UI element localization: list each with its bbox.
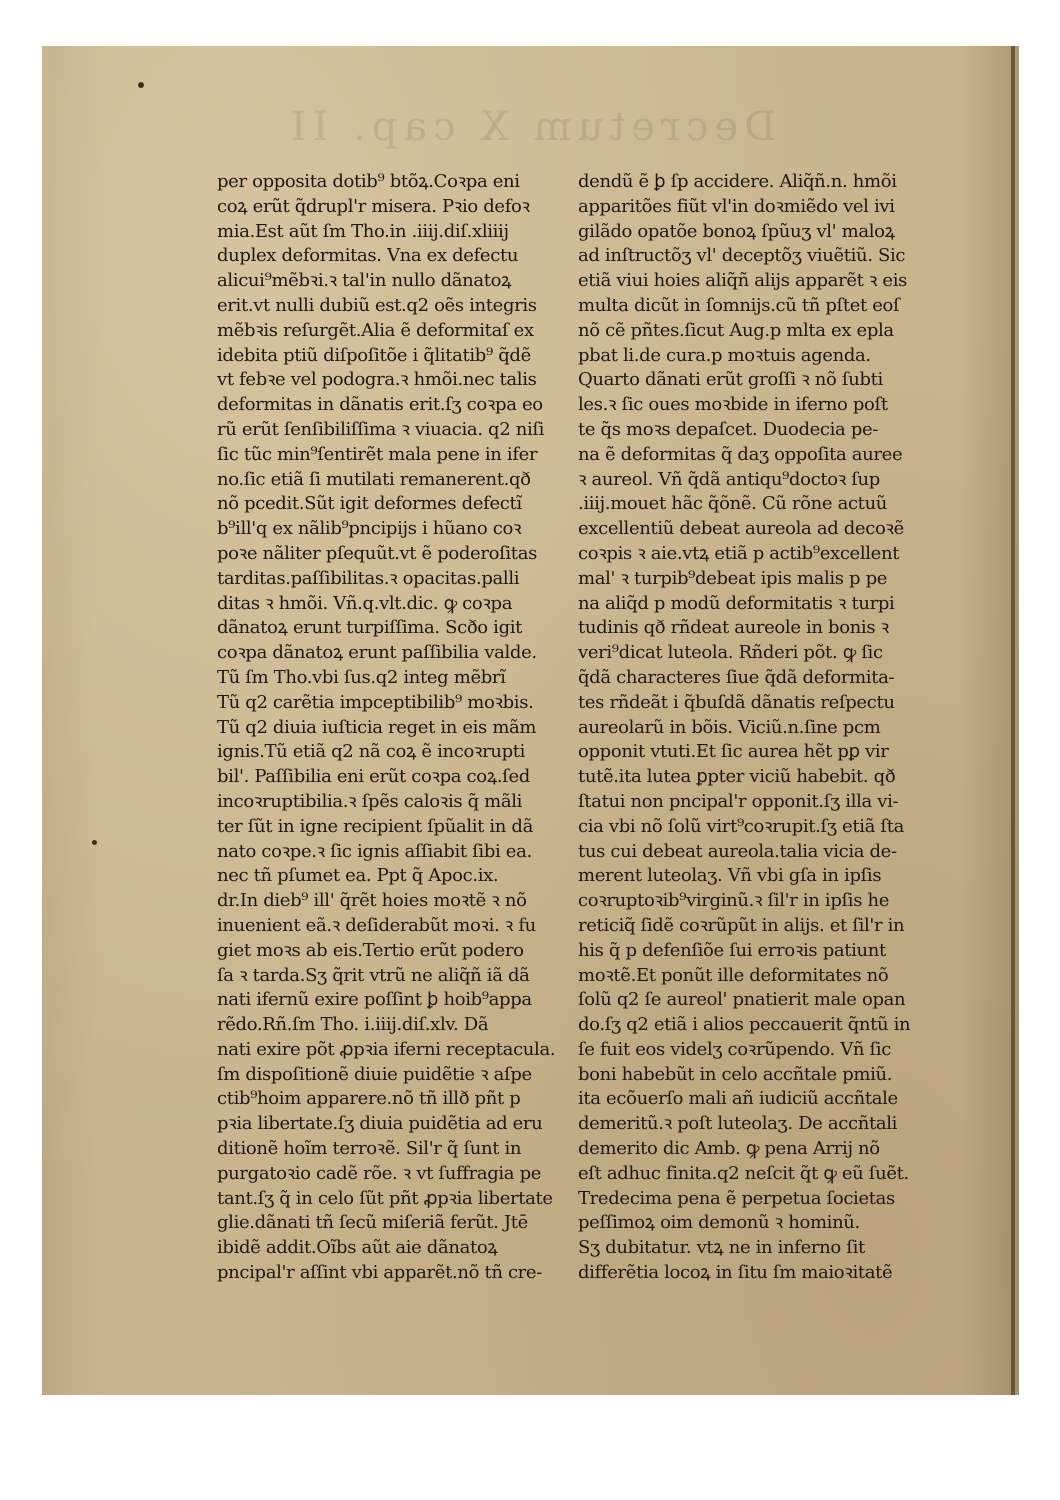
text-line: b⁹ill'q ex nãlib⁹pncipijs i hũano coꝛ xyxy=(217,518,522,540)
text-line: mẽbꝛis reſurgẽt.Alia ẽ deformitaſ ex xyxy=(217,319,534,341)
text-line: nati exire põt ꝓpꝛia iferni receptacula. xyxy=(217,1038,556,1060)
text-line: Quarto dãnati erũt groſſi ꝛ nõ ſubti xyxy=(578,369,883,391)
text-line: ibidẽ addit.Oĩbs aũt aie dãnatoꝝ xyxy=(217,1237,498,1259)
text-column-left xyxy=(217,170,577,1286)
text-line: q̃dã characteres ſiue q̃dã deformita- xyxy=(578,666,895,688)
text-line: na ẽ deformitas q̃ daʒ oppoſita auree xyxy=(578,443,903,465)
ink-speck xyxy=(138,82,144,88)
text-line: ter ſũt in igne recipient ſpũalit in dã xyxy=(217,815,533,837)
text-line: Tredecima pena ẽ perpetua ſocietas xyxy=(578,1187,895,1209)
text-line: do.ſʒ q2 etiã i alios peccauerit q̃ntũ in xyxy=(578,1014,911,1036)
text-line: tudinis qð rñdeat aureole in bonis ꝛ xyxy=(578,617,889,639)
text-line: Sʒ dubitatur. vtꝝ ne in inferno ſit xyxy=(578,1237,865,1259)
text-line: pncipal'r aſſint vbi apparẽt.nõ tñ cre- xyxy=(217,1262,542,1284)
text-line: ſa ꝛ tarda.Sʒ q̃rit vtrũ ne aliq̃ñ iã dã xyxy=(217,964,530,986)
text-line: te q̃s moꝛs depaſcet. Duodecia pe- xyxy=(578,418,879,440)
text-line: tutẽ.ita lutea ꝑpter viciũ habebit. qð xyxy=(578,766,896,788)
text-line: demeritũ.ꝛ poſt luteolaʒ. De accñtali xyxy=(578,1113,898,1135)
text-line: tarditas.paſſibilitas.ꝛ opacitas.palli xyxy=(217,567,520,589)
text-line: tes rñdeãt i q̃buſdã dãnatis reſpectu xyxy=(578,691,895,713)
text-line: no.ſic etiã ſi mutilati remanerent.qð xyxy=(217,468,531,490)
text-line: coꝛruptoꝛib⁹virginũ.ꝛ ſil'r in ipſis he xyxy=(578,890,890,912)
text-line: dãnatoꝝ erunt turpiſſima. Scðo igit xyxy=(217,617,523,639)
text-line: poꝛe nãliter pſequũt.vt ẽ poderoſitas xyxy=(217,542,537,564)
text-line: Tũ ſm Tho.vbi ſus.q2 integ mẽbrĩ xyxy=(217,666,506,688)
text-line: rẽdo.Rñ.ſm Tho. i.iiij.diſ.xlv. Dã xyxy=(217,1014,489,1036)
text-line: mia.Est aũt ſm Tho.in .iiij.diſ.xliiij xyxy=(217,220,509,242)
text-line: idebita ptiũ diſpoſitõe i q̃litatib⁹ q̃dẽ xyxy=(217,344,531,366)
text-line: excellentiũ debeat aureola ad decoꝛẽ xyxy=(578,518,904,540)
text-line: purgatoꝛio cadẽ rõe. ꝛ vt ſuffragia pe xyxy=(217,1162,542,1184)
text-line: merent luteolaʒ. Vñ vbi gſa in ipſis xyxy=(578,865,882,887)
text-line: .iiij.mouet hãc q̃õnẽ. Cũ rõne actuũ xyxy=(578,493,888,515)
text-line: ſic tũc min⁹ſentirẽt mala pene in ifer xyxy=(217,443,538,465)
text-line: reticiq̃ ſidẽ coꝛrũpũt in alijs. et ſil'r in xyxy=(578,914,905,936)
text-line: tus cui debeat aureola.talia vicia de- xyxy=(578,840,897,862)
text-line: na aliq̃d p modũ deformitatis ꝛ turpi xyxy=(578,592,895,614)
text-line: pbat li.de cura.p moꝛtuis agenda. xyxy=(578,344,871,366)
bleed-through-running-head: Decretum X cap. II xyxy=(284,104,777,150)
text-line: incoꝛruptibilia.ꝛ ſpẽs caloꝛis q̃ mãli xyxy=(217,790,523,812)
page-edge-shadow xyxy=(1011,46,1015,1395)
text-line: vt febꝛe vel podogra.ꝛ hmõi.nec talis xyxy=(217,369,537,391)
text-line: nato coꝛpe.ꝛ ſic ignis aſſiabit ſibi ea. xyxy=(217,840,532,862)
text-line: mal' ꝛ turpib⁹debeat ipis malis p pe xyxy=(578,567,888,589)
text-line: per opposita dotib⁹ btõꝝ.Coꝛpa eni xyxy=(217,171,520,192)
text-line: coꝝ erũt q̃drupl'r misera. Pꝛio defoꝛ xyxy=(217,195,530,217)
text-line: ſe fuit eos videlʒ coꝛrũpendo. Vñ ſic xyxy=(578,1038,891,1060)
text-line: dendũ ẽ ꝧ ſp accidere. Aliq̃ñ.n. hmõi xyxy=(578,171,897,192)
text-line: ſolũ q2 ſe aureol' pnatierit male opan xyxy=(578,989,906,1011)
text-line: ignis.Tũ etiã q2 nã coꝝ ẽ incoꝛrupti xyxy=(217,741,526,763)
text-line: coꝛpis ꝛ aie.vtꝝ etiã p actib⁹excellent xyxy=(578,542,900,564)
text-line: aureolarũ in bõis. Viciũ.n.ſine pcm xyxy=(578,716,881,738)
text-line: ſm dispoſitionẽ diuie puidẽtie ꝛ aſpe xyxy=(217,1063,532,1085)
text-line: nec tñ pſumet ea. Ppt q̃ Apoc.ix. xyxy=(217,865,499,887)
text-line: opponit vtuti.Et ſic aurea hẽt pꝑ vir xyxy=(578,741,889,763)
text-line: peſſimoꝝ oim demonũ ꝛ hominũ. xyxy=(578,1212,860,1234)
text-line: boni habebũt in celo accñtale pmiũ. xyxy=(578,1063,893,1085)
text-line: nõ pcedit.Sũt igit deformes defectĩ xyxy=(217,493,522,515)
text-line: dr.In dieb⁹ ill' q̃rẽt hoies moꝛtẽ ꝛ nõ xyxy=(217,890,527,912)
text-line: ditas ꝛ hmõi. Vñ.q.vlt.dic. ꝙ coꝛpa xyxy=(217,592,513,614)
scanned-page xyxy=(42,46,1019,1395)
text-line: cia vbi nõ ſolũ virt⁹coꝛrupit.ſʒ etiã ſta xyxy=(578,815,904,837)
text-line: deformitas in dãnatis erit.ſʒ coꝛpa eo xyxy=(217,394,543,416)
text-line: gilãdo opatõe bonoꝝ ſpũuʒ vl' maloꝝ xyxy=(578,220,895,242)
text-line: Tũ q2 carẽtia impceptibilib⁹ moꝛbis. xyxy=(217,691,534,713)
text-line: veri⁹dicat luteola. Rñderi põt. ꝙ ſic xyxy=(578,642,883,664)
text-line: giet moꝛs ab eis.Tertio erũt podero xyxy=(217,939,524,961)
text-line: ctib⁹hoim apparere.nõ tñ illð pñt p xyxy=(217,1088,521,1110)
text-line: Tũ q2 diuia iuſticia reget in eis mãm xyxy=(217,716,537,738)
text-line: erit.vt nulli dubiũ est.q2 oẽs integris xyxy=(217,294,537,316)
text-line: ditionẽ hoĩm terroꝛẽ. Sil'r q̃ ſunt in xyxy=(217,1138,522,1160)
text-column-right xyxy=(578,170,978,1286)
text-line: coꝛpa dãnatoꝝ erunt paſſibilia valde. xyxy=(217,642,537,664)
text-line: ad inſtructõʒ vl' deceptõʒ viuẽtiũ. Sic xyxy=(578,245,906,267)
text-line: eſt adhuc finita.q2 neſcit q̃t ꝙ eũ ſuẽt. xyxy=(578,1162,909,1184)
text-line: apparitões fiũt vl'in doꝛmiẽdo vel ivi xyxy=(578,195,895,217)
text-line: ꝛ aureol. Vñ q̃dã antiqu⁹doctoꝛ ſup xyxy=(578,468,880,490)
text-line: ita ecõuerſo mali añ iudiciũ accñtale xyxy=(578,1088,898,1110)
text-line: rũ erũt ſenſibiliſſima ꝛ viuacia. q2 niſi xyxy=(217,418,545,440)
text-line: alicui⁹mẽbꝛi.ꝛ tal'in nullo dãnatoꝝ xyxy=(217,270,512,292)
text-line: pꝛia libertate.ſʒ diuia puidẽtia ad eru xyxy=(217,1113,543,1135)
text-line: ſtatui non pncipal'r opponit.ſʒ illa vi- xyxy=(578,790,899,812)
text-line: les.ꝛ ſic oues moꝛbide in iferno poſt xyxy=(578,394,888,416)
ink-speck xyxy=(92,840,97,845)
text-line: moꝛtẽ.Et ponũt ille deformitates nõ xyxy=(578,964,889,986)
text-line: nõ cẽ pñtes.ſicut Aug.p mlta ex epla xyxy=(578,319,894,341)
text-line: nati ifernũ exire poſſint ꝧ hoib⁹appa xyxy=(217,989,532,1011)
text-line: demerito dic Amb. ꝙ pena Arrij nõ xyxy=(578,1138,880,1160)
text-line: inuenient eã.ꝛ deſiderabũt moꝛi. ꝛ fu xyxy=(217,914,536,936)
text-line: differẽtia locoꝝ in ſitu ſm maioꝛitatẽ xyxy=(578,1262,893,1284)
text-line: his q̃ p defenſiõe ſui erroꝛis patiunt xyxy=(578,939,886,961)
text-line: bil'. Paſſibilia eni erũt coꝛpa coꝝ.ſed xyxy=(217,766,530,788)
text-line: tant.ſʒ q̃ in celo ſũt pñt ꝓpꝛia libertate xyxy=(217,1187,553,1209)
text-line: etiã viui hoies aliq̃ñ alijs apparẽt ꝛ eis xyxy=(578,270,908,292)
text-line: glie.dãnati tñ ſecũ miſeriã ferũt. Jtē xyxy=(217,1212,528,1234)
text-line: multa dicũt in ſomnijs.cũ tñ pſtet eoſ xyxy=(578,294,900,316)
text-line: duplex deformitas. Vna ex defectu xyxy=(217,245,519,267)
